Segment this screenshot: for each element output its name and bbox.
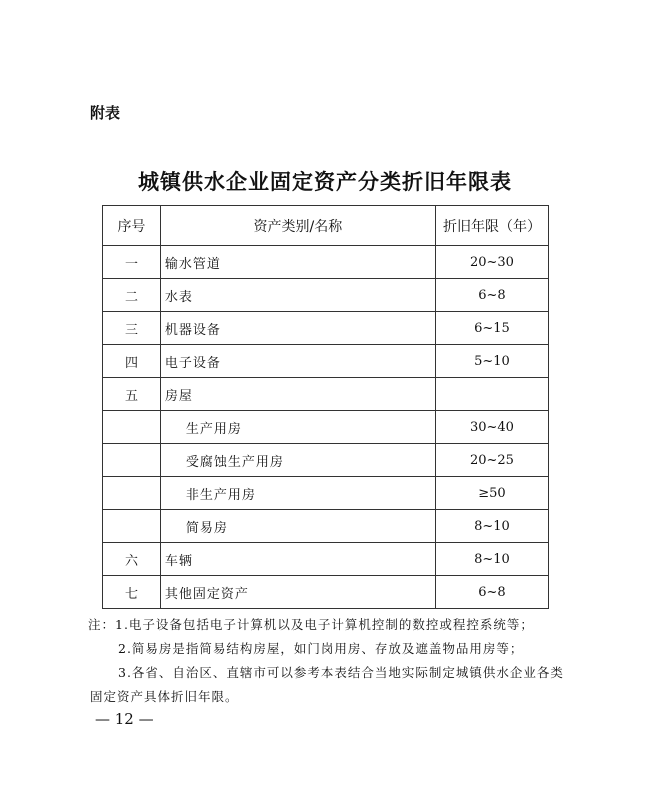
table-row [103,510,549,543]
row-no [103,411,161,444]
row-no: 二 [103,279,161,312]
row-years: 6~15 [435,312,548,345]
row-no: 三 [103,312,161,345]
table-row [103,543,549,576]
row-no: 六 [103,543,161,576]
row-years: 6~8 [435,576,548,609]
row-name: 水表 [160,279,435,312]
row-no: 七 [103,576,161,609]
row-years: 5~10 [435,345,548,378]
table-row [103,345,549,378]
row-name: 电子设备 [160,345,435,378]
table-row [103,312,549,345]
row-name: 其他固定资产 [160,576,435,609]
note-2: 2.简易房是指简易结构房屋，如门岗用房、存放及遮盖物品用房等； [118,641,524,656]
row-no [103,444,161,477]
table-row [103,444,549,477]
row-no: 四 [103,345,161,378]
row-years: 8~10 [435,510,548,543]
note-3: 3.各省、自治区、直辖市可以参考本表结合当地实际制定城镇供水企业各类 [118,665,564,680]
page-number: — 12 — [95,710,154,728]
row-name: 非生产用房 [160,477,435,510]
row-name: 房屋 [160,378,435,411]
document-title: 城镇供水企业固定资产分类折旧年限表 [138,169,512,194]
row-name: 生产用房 [160,411,435,444]
row-no: 一 [103,246,161,279]
row-no: 五 [103,378,161,411]
row-years: 20~30 [435,246,548,279]
table-row [103,411,549,444]
row-name: 简易房 [160,510,435,543]
header-name: 资产类别/名称 [160,206,435,246]
table-row [103,378,549,411]
header-years: 折旧年限（年） [435,206,548,246]
row-no [103,510,161,543]
table-header-row [103,206,549,246]
notes [88,613,568,709]
row-years: 8~10 [435,543,548,576]
row-no [103,477,161,510]
depreciation-table [102,205,549,609]
table-row [103,279,549,312]
row-years [435,378,548,411]
appendix-label: 附表 [90,104,121,122]
row-years: ≥50 [435,477,548,510]
row-name: 机器设备 [160,312,435,345]
table-row [103,246,549,279]
row-years: 6~8 [435,279,548,312]
note-3-cont: 固定资产具体折旧年限。 [90,689,239,704]
row-name: 车辆 [160,543,435,576]
header-no: 序号 [103,206,161,246]
row-years: 20~25 [435,444,548,477]
row-name: 受腐蚀生产用房 [160,444,435,477]
row-years: 30~40 [435,411,548,444]
note-1: 注：1.电子设备包括电子计算机以及电子计算机控制的数控或程控系统等； [88,617,534,632]
table-row [103,576,549,609]
row-name: 输水管道 [160,246,435,279]
table-row [103,477,549,510]
